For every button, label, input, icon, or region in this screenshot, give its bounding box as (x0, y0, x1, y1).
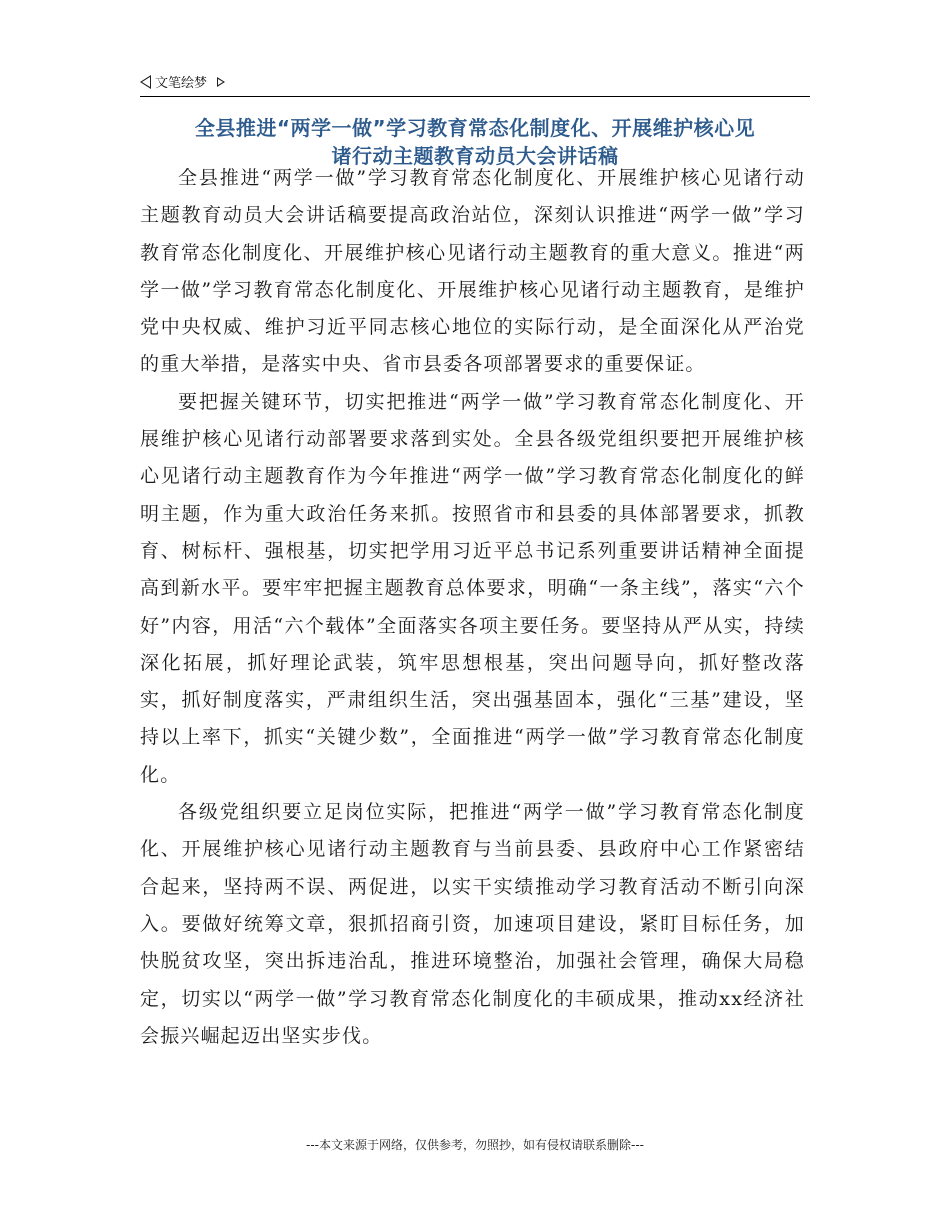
triangle-right-icon (217, 77, 225, 87)
brand (140, 72, 225, 91)
title-line-1: 全县推进“两学一做”学习教育常态化制度化、开展维护核心见 (194, 116, 756, 140)
triangle-left-icon (140, 75, 151, 89)
brand-text: 文笔绘梦 (155, 76, 208, 91)
paragraph-1: 全县推进“两学一做”学习教育常态化制度化、开展维护核心见诸行动主题教育动员大会讲话稿要提高政治站位，深刻认识推进“两学一做”学习教育常态化制度化、开展维护核心见诸行动主题教育的重大意义。推进“两学一做”学习教育常态化制度化、开展维护核心见诸行动主题教育，是维护党中央权威、维护习近平同志核心地位的实际行动，是全面深化从严治党的重大举措，是落实中央、省市县委各项部署要求的重要保证。 (140, 167, 805, 376)
paragraph-2: 要把握关键环节，切实把推进“两学一做”学习教育常态化制度化、开展维护核心见诸行动部署要求落到实处。全县各级党组织要把开展维护核心见诸行动主题教育作为今年推进“两学一做”学习教育常态化制度化的鲜明主题，作为重大政治任务来抓。按照省市和县委的具体部署要求，抓教育、树标杆、强根基，切实把学用习近平总书记系列重要讲话精神全面提高到新水平。要牢牢把握主题教育总体要求，明确“一条主线”，落实“六个好”内容，用活“六个载体”全面落实各项主要任务。要坚持从严从实，持续深化拓展，抓好理论武装，筑牢思想根基，突出问题导向，抓好整改落实，抓好制度落实，严肃组织生活，突出强基固本，强化“三基”建设，坚持以上率下，抓实“关键少数”，全面推进“两学一做”学习教育常态化制度化。 (140, 390, 805, 786)
footer-notice: ---本文来源于网络，仅供参考，勿照抄，如有侵权请联系删除--- (306, 1138, 644, 1152)
paragraph-3: 各级党组织要立足岗位实际，把推进“两学一做”学习教育常态化制度化、开展维护核心见诸行动主题教育与当前县委、县政府中心工作紧密结合起来，坚持两不误、两促进，以实干实绩推动学习教育活动不断引向深入。要做好统筹文章，狠抓招商引资，加速项目建设，紧盯目标任务，加快脱贫攻坚，突出拆违治乱，推进环境整治，加强社会管理，确保大局稳定，切实以“两学一做”学习教育常态化制度化的丰硕成果，推动xx经济社会振兴崛起迈出坚实步伐。 (140, 801, 805, 1047)
document-body (140, 160, 805, 1055)
page-header (140, 70, 810, 97)
title-line-2: 诸行动主题教育动员大会讲话稿 (331, 144, 619, 168)
